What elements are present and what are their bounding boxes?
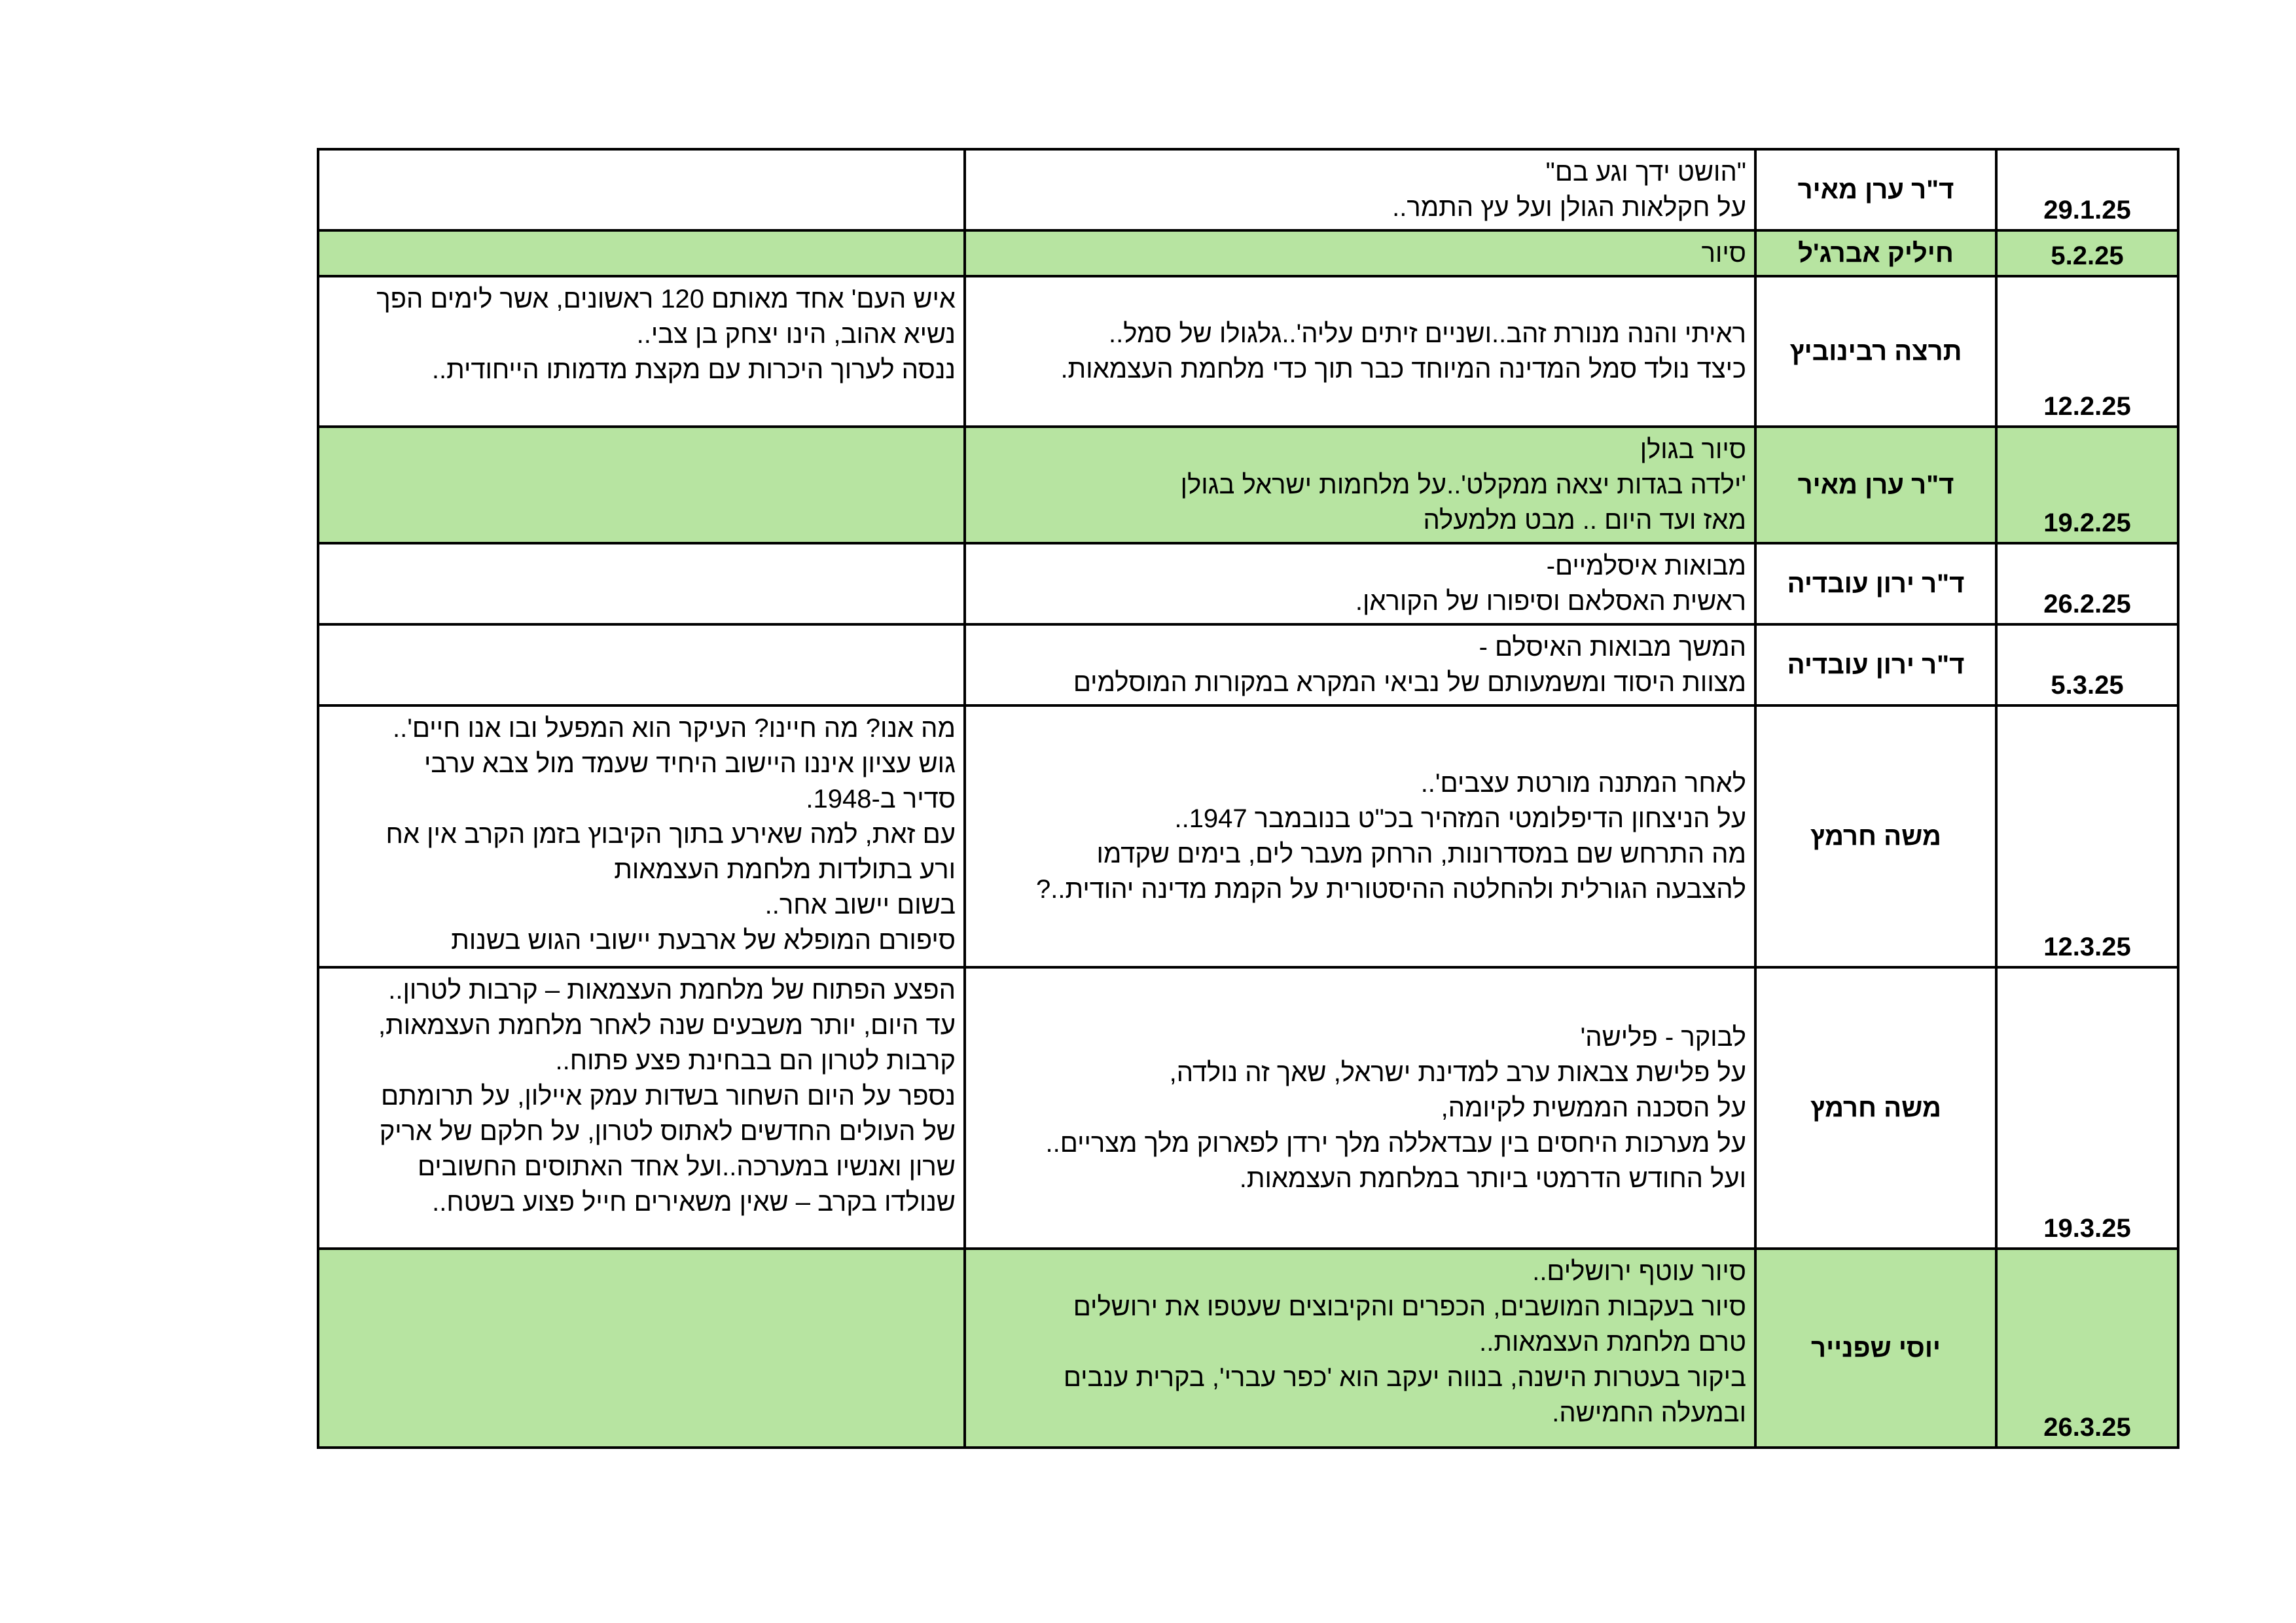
description-cell: [318, 705, 965, 967]
topic-cell: [965, 427, 1755, 543]
topic-line: ובמעלה החמישה.: [1552, 1399, 1746, 1427]
description-line: ורע בתולדות מלחמת העצמאות: [614, 855, 956, 884]
topic-line: על מערכות היחסים בין עבדאללה מלך ירדן לפארוק מלך מצריים..: [1045, 1129, 1746, 1158]
date-cell: 12.3.25: [1996, 705, 2178, 967]
topic-line: על פלישת צבאות ערב למדינת ישראל, שאך זה נולדה,: [1169, 1058, 1746, 1087]
topic-line: סיור בעקבות המושבים, הכפרים והקיבוצים שעטפו את ירושלים: [1073, 1293, 1746, 1321]
description-line: עם זאת, למה שאירע בתוך הקיבוץ בזמן הקרב אין אח: [386, 820, 956, 849]
topic-line: "הושט ידך וגע בם": [1545, 158, 1746, 187]
lecture-schedule-table: [317, 148, 2179, 1449]
description-cell: [318, 276, 965, 427]
topic-line: לאחר המתנה מורטת עצבים'..: [1420, 769, 1746, 798]
description-line: סדיר ב-1948.: [806, 785, 956, 813]
topic-line: טרם מלחמת העצמאות..: [1479, 1328, 1746, 1357]
description-cell: [318, 427, 965, 543]
topic-line: על הסכנה הממשית לקיומה,: [1441, 1094, 1746, 1122]
lecturer-cell: משה חרמץ: [1755, 967, 1996, 1249]
topic-line: להצבעה הגורלית ולהחלטה ההיסטורית על הקמת מדינה יהודית..?: [1036, 875, 1746, 904]
lecturer-cell: משה חרמץ: [1755, 705, 1996, 967]
topic-line: 'ילדה בגדות יצאה ממקלט'..על מלחמות ישראל בגולן: [1180, 471, 1746, 499]
topic-line: כיצד נולד סמל המדינה המיוחד כבר תוך כדי מלחמת העצמאות.: [1060, 355, 1746, 383]
topic-cell: [965, 543, 1755, 624]
topic-line: מאז ועד היום .. מבט מלמעלה: [1423, 506, 1746, 535]
date-cell: 26.3.25: [1996, 1249, 2178, 1448]
lecturer-cell: חיליק אברג'ל: [1755, 230, 1996, 276]
table-row: [318, 543, 2178, 624]
table-row: [318, 705, 2178, 967]
description-line: הפצע הפתוח של מלחמת העצמאות – קרבות לטרון..: [388, 976, 956, 1005]
date-cell: 12.2.25: [1996, 276, 2178, 427]
topic-cell: [965, 149, 1755, 230]
topic-line: סיור בגולן: [1640, 435, 1746, 464]
topic-cell: [965, 230, 1755, 276]
description-line: נשיא אהוב, הינו יצחק בן צבי..: [636, 320, 956, 349]
date-cell: 19.3.25: [1996, 967, 2178, 1249]
table-row: [318, 276, 2178, 427]
topic-line: ראיתי והנה מנורת זהב..ושניים זיתים עליה'..גלגולו של סמל..: [1109, 319, 1746, 348]
description-line: איש העם' אחד מאותם 120 ראשונים, אשר לימים הפך: [376, 285, 956, 313]
description-cell: [318, 149, 965, 230]
lecturer-cell: ד"ר ערן מאיר: [1755, 149, 1996, 230]
description-cell: [318, 543, 965, 624]
description-line: קרבות לטרון הם בבחינת פצע פתוח..: [555, 1046, 956, 1075]
topic-cell: [965, 624, 1755, 705]
topic-line: לבוקר - פלישה': [1580, 1023, 1746, 1052]
topic-line: המשך מבואות האיסלם -: [1479, 633, 1746, 662]
topic-cell: [965, 705, 1755, 967]
description-line: ננסה לערוך היכרות עם מקצת מדמותו הייחודית..: [431, 355, 956, 384]
topic-line: מצוות היסוד ומשמעותם של נביאי המקרא במקורות המוסלמים: [1073, 668, 1746, 697]
table-row: [318, 967, 2178, 1249]
topic-line: ביקור בעטרות הישנה, בנווה יעקב הוא 'כפר עברי', בקרית ענבים: [1063, 1363, 1746, 1392]
lecturer-cell: ד"ר ערן מאיר: [1755, 427, 1996, 543]
table-row: [318, 149, 2178, 230]
topic-line: על חקלאות הגולן ועל עץ התמר..: [1392, 193, 1746, 222]
description-cell: [318, 230, 965, 276]
description-cell: [318, 1249, 965, 1448]
date-cell: 29.1.25: [1996, 149, 2178, 230]
description-line: שרון ואנשיו במערכה..ועל אחד האתוסים החשובים: [417, 1152, 956, 1181]
table-row: [318, 427, 2178, 543]
description-line: של העולים החדשים לאתוס לטרון, על חלקם של אריק: [379, 1117, 956, 1146]
date-cell: 26.2.25: [1996, 543, 2178, 624]
date-cell: 5.2.25: [1996, 230, 2178, 276]
topic-line: ועל החודש הדרמטי ביותר במלחמת העצמאות.: [1239, 1164, 1746, 1193]
topic-cell: [965, 1249, 1755, 1448]
description-line: נספר על היום השחור בשדות עמק איילון, על תרומתם: [380, 1082, 956, 1111]
schedule-body: [318, 149, 2178, 1448]
description-line: סיפורם המופלא של ארבעת יישובי הגוש בשנות: [451, 926, 956, 955]
description-line: מה אנו? מה חיינו? העיקר הוא המפעל ובו אנו חיים'..: [393, 714, 956, 743]
topic-line: סיור: [1701, 239, 1746, 268]
description-line: עד היום, יותר משבעים שנה לאחר מלחמת העצמאות,: [378, 1011, 956, 1040]
description-cell: [318, 624, 965, 705]
date-cell: 5.3.25: [1996, 624, 2178, 705]
lecturer-cell: ד"ר ירון עובדיה: [1755, 624, 1996, 705]
lecturer-cell: ד"ר ירון עובדיה: [1755, 543, 1996, 624]
description-line: שנולדו בקרב – שאין משאירים חייל פצוע בשטח..: [432, 1188, 956, 1217]
topic-cell: [965, 276, 1755, 427]
table-row: [318, 1249, 2178, 1448]
lecturer-cell: יוסי שפנייר: [1755, 1249, 1996, 1448]
topic-line: על הניצחון הדיפלומטי המזהיר בכ"ט בנובמבר 1947..: [1174, 804, 1746, 833]
lecturer-cell: תרצה רבינוביץ: [1755, 276, 1996, 427]
description-cell: [318, 967, 965, 1249]
topic-line: מבואות איסלמיים-: [1546, 552, 1746, 580]
topic-line: סיור עוטף ירושלים..: [1532, 1257, 1746, 1286]
description-line: גוש עציון איננו היישוב היחיד שעמד מול צבא ערבי: [424, 749, 956, 778]
table-row: [318, 624, 2178, 705]
topic-line: ראשית האסלאם וסיפורו של הקוראן.: [1355, 587, 1746, 616]
date-cell: 19.2.25: [1996, 427, 2178, 543]
description-line: בשום יישוב אחר..: [764, 891, 956, 919]
table-row: [318, 230, 2178, 276]
topic-line: מה התרחש שם במסדרונות, הרחק מעבר לים, בימים שקדמו: [1096, 840, 1746, 868]
topic-cell: [965, 967, 1755, 1249]
